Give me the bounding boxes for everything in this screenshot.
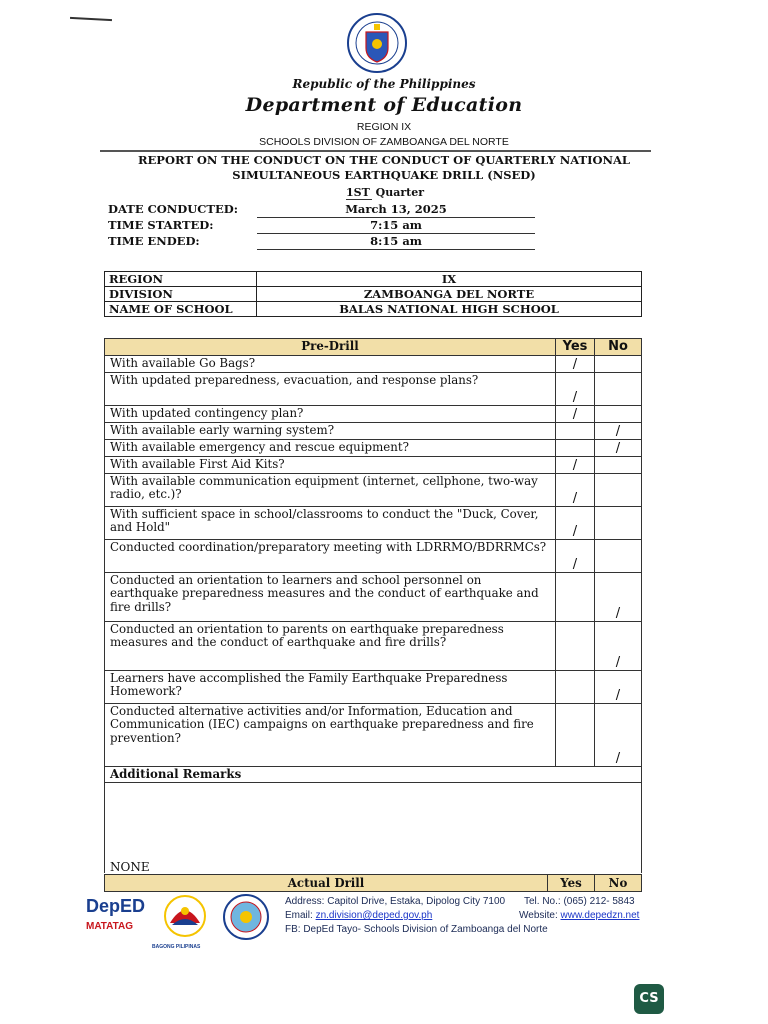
date-value: March 13, 2025 xyxy=(257,202,535,218)
matatag-logo: MATATAG xyxy=(86,921,134,932)
footer-email-line xyxy=(285,910,432,921)
school-info-label: NAME OF SCHOOL xyxy=(105,302,257,317)
school-info-value: ZAMBOANGA DEL NORTE xyxy=(257,287,642,302)
check-mark: / xyxy=(615,423,621,439)
predrill-yes-cell[interactable] xyxy=(556,506,595,539)
predrill-question: Learners have accomplished the Family Earthquake Preparedness Homework? xyxy=(105,670,556,703)
predrill-no-cell[interactable] xyxy=(595,456,642,473)
quarter-value: 1ST xyxy=(346,186,370,199)
actual-drill-header xyxy=(104,874,642,892)
bagong-pilipinas-logo-icon xyxy=(160,893,210,939)
predrill-question: With sufficient space in school/classrooms to conduct the "Duck, Cover, and Hold" xyxy=(105,506,556,539)
check-mark: / xyxy=(572,457,578,473)
predrill-no-cell[interactable] xyxy=(595,439,642,456)
predrill-row xyxy=(105,355,642,372)
check-mark: / xyxy=(572,356,578,372)
predrill-row xyxy=(105,405,642,422)
predrill-yes-cell[interactable] xyxy=(556,456,595,473)
remarks-value: NONE xyxy=(110,860,150,874)
predrill-question: With available Go Bags? xyxy=(105,355,556,372)
school-info-row xyxy=(105,302,642,317)
school-info-value: IX xyxy=(257,272,642,287)
predrill-table xyxy=(104,338,642,783)
actual-drill-title: Actual Drill xyxy=(105,875,548,892)
remarks-label: Additional Remarks xyxy=(105,766,642,783)
predrill-no-cell[interactable] xyxy=(595,703,642,766)
predrill-yes-cell[interactable] xyxy=(556,572,595,621)
predrill-no-cell[interactable] xyxy=(595,405,642,422)
predrill-yes-cell[interactable] xyxy=(556,703,595,766)
pen-mark xyxy=(70,17,112,21)
footer-website-link[interactable]: www.depedzn.net xyxy=(560,910,640,921)
predrill-yes-cell[interactable] xyxy=(556,670,595,703)
report-title xyxy=(0,153,768,183)
predrill-yes-cell[interactable] xyxy=(556,372,595,405)
deped-logo: DepED xyxy=(86,896,146,916)
predrill-no-cell[interactable] xyxy=(595,355,642,372)
check-mark: / xyxy=(572,523,578,539)
predrill-yes-cell[interactable] xyxy=(556,439,595,456)
predrill-question: Conducted an orientation to learners and school personnel on earthquake preparedness measures and the conduct of earthquake and fire drills? xyxy=(105,572,556,621)
school-info-row xyxy=(105,287,642,302)
predrill-row xyxy=(105,670,642,703)
region-heading: REGION IX xyxy=(356,121,412,133)
check-mark: / xyxy=(572,389,578,405)
footer-tel: Tel. No.: (065) 212- 5843 xyxy=(524,896,635,907)
remarks-area xyxy=(104,780,642,873)
predrill-question: With available early warning system? xyxy=(105,422,556,439)
check-mark: / xyxy=(615,605,621,621)
division-heading: SCHOOLS DIVISION OF ZAMBOANGA DEL NORTE xyxy=(259,136,509,148)
actual-no-header: No xyxy=(595,875,642,892)
predrill-row xyxy=(105,372,642,405)
actual-yes-header: Yes xyxy=(548,875,595,892)
check-mark: / xyxy=(572,490,578,506)
predrill-no-cell[interactable] xyxy=(595,621,642,670)
footer-address: Address: Capitol Drive, Estaka, Dipolog City 7100 xyxy=(285,896,506,907)
footer-email-link[interactable]: zn.division@deped.gov.ph xyxy=(315,910,433,921)
time-ended-value: 8:15 am xyxy=(257,234,535,250)
check-mark: / xyxy=(615,687,621,703)
predrill-header-row xyxy=(105,339,642,356)
school-info-value: BALAS NATIONAL HIGH SCHOOL xyxy=(257,302,642,317)
predrill-no-cell[interactable] xyxy=(595,572,642,621)
time-started-label: TIME STARTED: xyxy=(108,218,214,232)
predrill-title: Pre-Drill xyxy=(105,339,556,356)
check-mark: / xyxy=(615,440,621,456)
yes-column-header: Yes xyxy=(556,339,595,356)
quarter-line xyxy=(346,186,424,200)
predrill-yes-cell[interactable] xyxy=(556,355,595,372)
predrill-row xyxy=(105,539,642,572)
predrill-yes-cell[interactable] xyxy=(556,539,595,572)
predrill-question: Conducted coordination/preparatory meeting with LDRRMO/BDRRMCs? xyxy=(105,539,556,572)
report-title-line2: SIMULTANEOUS EARTHQUAKE DRILL (NSED) xyxy=(232,168,536,182)
camscanner-badge-icon[interactable]: CS xyxy=(634,984,664,1014)
predrill-row xyxy=(105,703,642,766)
predrill-question: Conducted alternative activities and/or Information, Education and Communication (IEC) campaigns on earthquake preparedness and fire prevention? xyxy=(105,703,556,766)
department-heading: Department of Education xyxy=(245,94,523,116)
predrill-row xyxy=(105,621,642,670)
school-info-row xyxy=(105,272,642,287)
check-mark: / xyxy=(615,654,621,670)
predrill-row xyxy=(105,439,642,456)
predrill-no-cell[interactable] xyxy=(595,422,642,439)
check-mark: / xyxy=(572,556,578,572)
predrill-no-cell[interactable] xyxy=(595,670,642,703)
predrill-question: With available First Aid Kits? xyxy=(105,456,556,473)
school-info-table xyxy=(104,271,642,317)
predrill-question: With updated contingency plan? xyxy=(105,405,556,422)
predrill-yes-cell[interactable] xyxy=(556,422,595,439)
footer-website-label: Website: xyxy=(519,910,558,921)
predrill-row xyxy=(105,422,642,439)
predrill-row xyxy=(105,572,642,621)
predrill-no-cell[interactable] xyxy=(595,506,642,539)
republic-heading: Republic of the Philippines xyxy=(292,77,476,91)
quarter-label: Quarter xyxy=(375,186,425,199)
school-info-label: DIVISION xyxy=(105,287,257,302)
predrill-yes-cell[interactable] xyxy=(556,405,595,422)
date-label: DATE CONDUCTED: xyxy=(108,202,238,216)
predrill-question: With available emergency and rescue equipment? xyxy=(105,439,556,456)
check-mark: / xyxy=(572,406,578,422)
predrill-yes-cell[interactable] xyxy=(556,621,595,670)
report-title-line1: REPORT ON THE CONDUCT ON THE CONDUCT OF QUARTERLY NATIONAL xyxy=(137,153,631,167)
predrill-no-cell[interactable] xyxy=(595,539,642,572)
predrill-no-cell[interactable] xyxy=(595,473,642,506)
footer-email-label: Email: xyxy=(285,910,313,921)
check-mark: / xyxy=(615,750,621,766)
predrill-question: With available communication equipment (internet, cellphone, two-way radio, etc.)? xyxy=(105,473,556,506)
no-column-header: No xyxy=(595,339,642,356)
division-seal-icon xyxy=(222,893,270,941)
predrill-yes-cell[interactable] xyxy=(556,473,595,506)
predrill-row xyxy=(105,456,642,473)
deped-seal-icon xyxy=(346,12,408,74)
predrill-no-cell[interactable] xyxy=(595,372,642,405)
predrill-row xyxy=(105,506,642,539)
actual-drill-header-row xyxy=(105,875,642,892)
predrill-question: Conducted an orientation to parents on earthquake preparedness measures and the conduct of earthquake and fire drills? xyxy=(105,621,556,670)
bagong-pilipinas-text: BAGONG PILIPINAS xyxy=(152,944,201,950)
predrill-row xyxy=(105,473,642,506)
time-started-value: 7:15 am xyxy=(257,218,535,234)
footer-website-line xyxy=(519,910,639,921)
time-ended-label: TIME ENDED: xyxy=(108,234,200,248)
school-info-label: REGION xyxy=(105,272,257,287)
header-divider xyxy=(100,150,651,152)
footer-fb: FB: DepEd Tayo- Schools Division of Zamboanga del Norte xyxy=(285,924,548,935)
predrill-question: With updated preparedness, evacuation, and response plans? xyxy=(105,372,556,405)
